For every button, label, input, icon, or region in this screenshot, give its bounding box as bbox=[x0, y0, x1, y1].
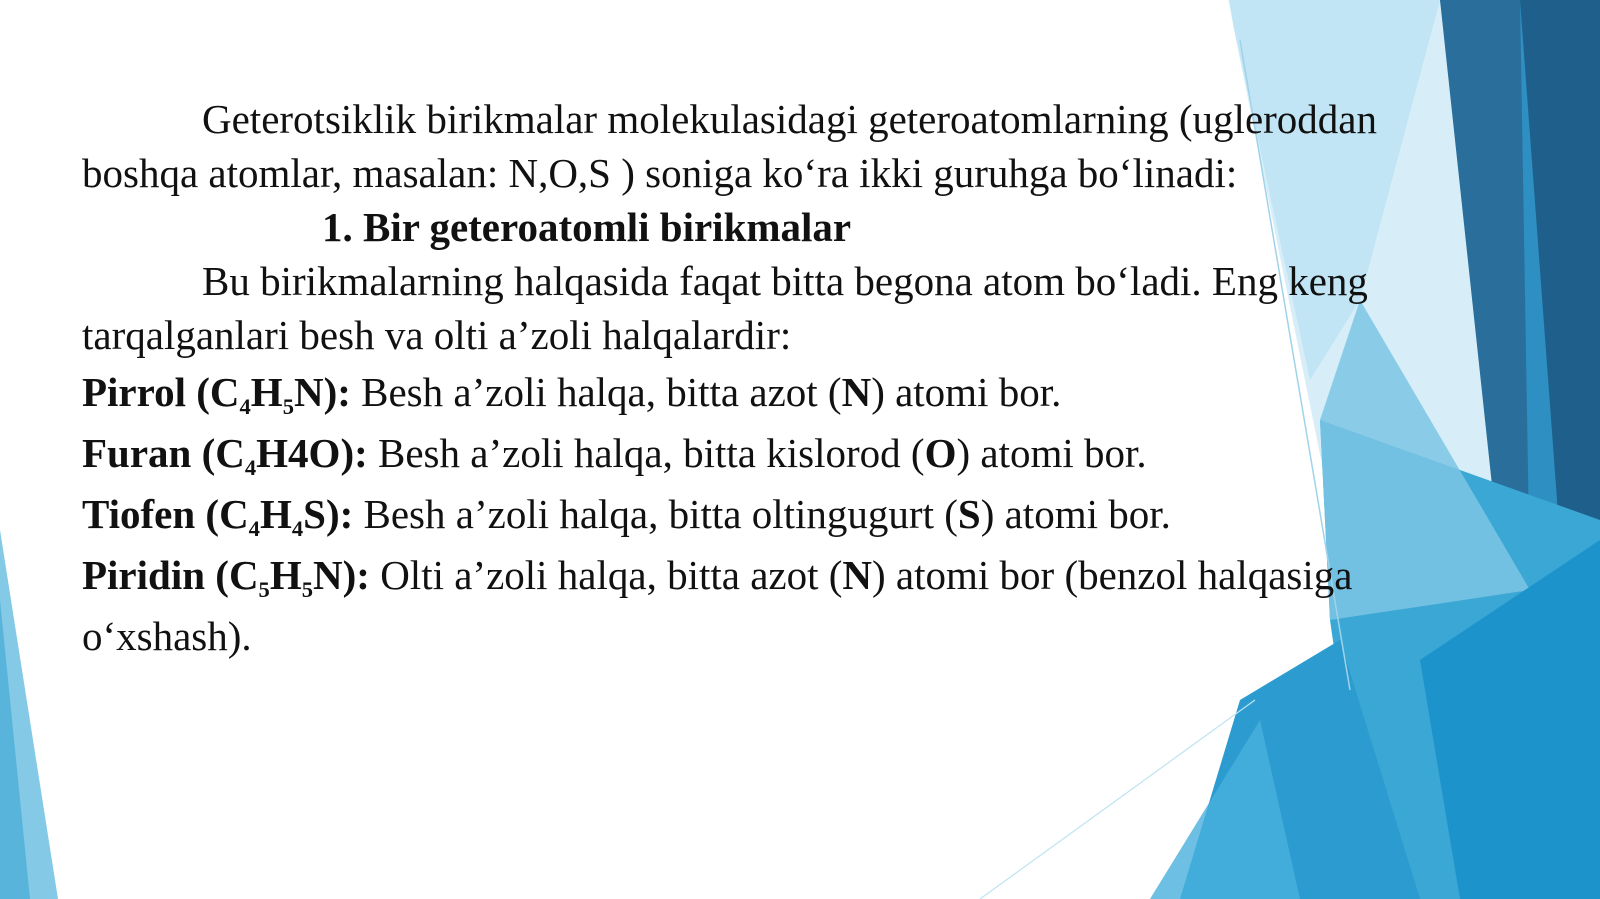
compound-name: Piridin bbox=[82, 552, 206, 598]
compound-name: Furan bbox=[82, 430, 192, 476]
description-paragraph: Bu birikmalarning halqasida faqat bitta begona atom bo‘ladi. Eng keng tarqalganlari besh va olti a’zoli halqalardir: bbox=[82, 258, 1368, 358]
compound-item bbox=[82, 545, 1412, 667]
compound-atom: S bbox=[957, 491, 981, 537]
compound-atom: O bbox=[924, 430, 957, 476]
compound-formula: $C_5H_5N$ bbox=[228, 552, 343, 602]
compound-item bbox=[82, 484, 1412, 545]
compound-item bbox=[82, 423, 1412, 484]
compound-description-end: ) atomi bor (benzol halqasiga o‘xshash). bbox=[82, 552, 1353, 659]
intro-paragraph: Geterotsiklik birikmalar molekulasidagi geteroatomlarning (ugleroddan boshqa atomlar, masalan: N,O,S ) soniga ko‘ra ikki guruhga bo‘linadi: bbox=[82, 96, 1377, 196]
compound-atom: N bbox=[842, 552, 873, 598]
compound-atom: N bbox=[841, 369, 872, 415]
compound-formula: $C_4H4O$ bbox=[215, 430, 341, 480]
compound-formula: $C_4H_5N$ bbox=[209, 369, 324, 419]
compound-label: Furan $(C_4H4O)$: bbox=[82, 430, 368, 480]
section-heading: 1. Bir geteroatomli birikmalar bbox=[322, 204, 852, 250]
compound-description: Besh a’zoli halqa, bitta oltingugurt ( bbox=[353, 491, 958, 537]
compound-label: Piridin $(C_5H_5N)$: bbox=[82, 552, 370, 602]
compound-description-end: ) atomi bor. bbox=[956, 430, 1147, 476]
compound-label: Pirrol $(C_4H_5N)$: bbox=[82, 369, 351, 419]
compound-description: Olti a’zoli halqa, bitta azot ( bbox=[369, 552, 843, 598]
compound-description: Besh a’zoli halqa, bitta kislorod ( bbox=[367, 430, 925, 476]
compound-description-end: ) atomi bor. bbox=[871, 369, 1062, 415]
compound-description-end: ) atomi bor. bbox=[980, 491, 1171, 537]
slide-body bbox=[82, 92, 1412, 667]
compound-name: Pirrol bbox=[82, 369, 186, 415]
compound-label: Tiofen $(C_4H_4S)$: bbox=[82, 491, 354, 541]
compound-item bbox=[82, 362, 1412, 423]
compound-description: Besh a’zoli halqa, bitta azot ( bbox=[350, 369, 842, 415]
compound-formula: $C_4H_4S$ bbox=[219, 491, 326, 541]
compound-name: Tiofen bbox=[82, 491, 196, 537]
compound-list bbox=[82, 362, 1412, 667]
